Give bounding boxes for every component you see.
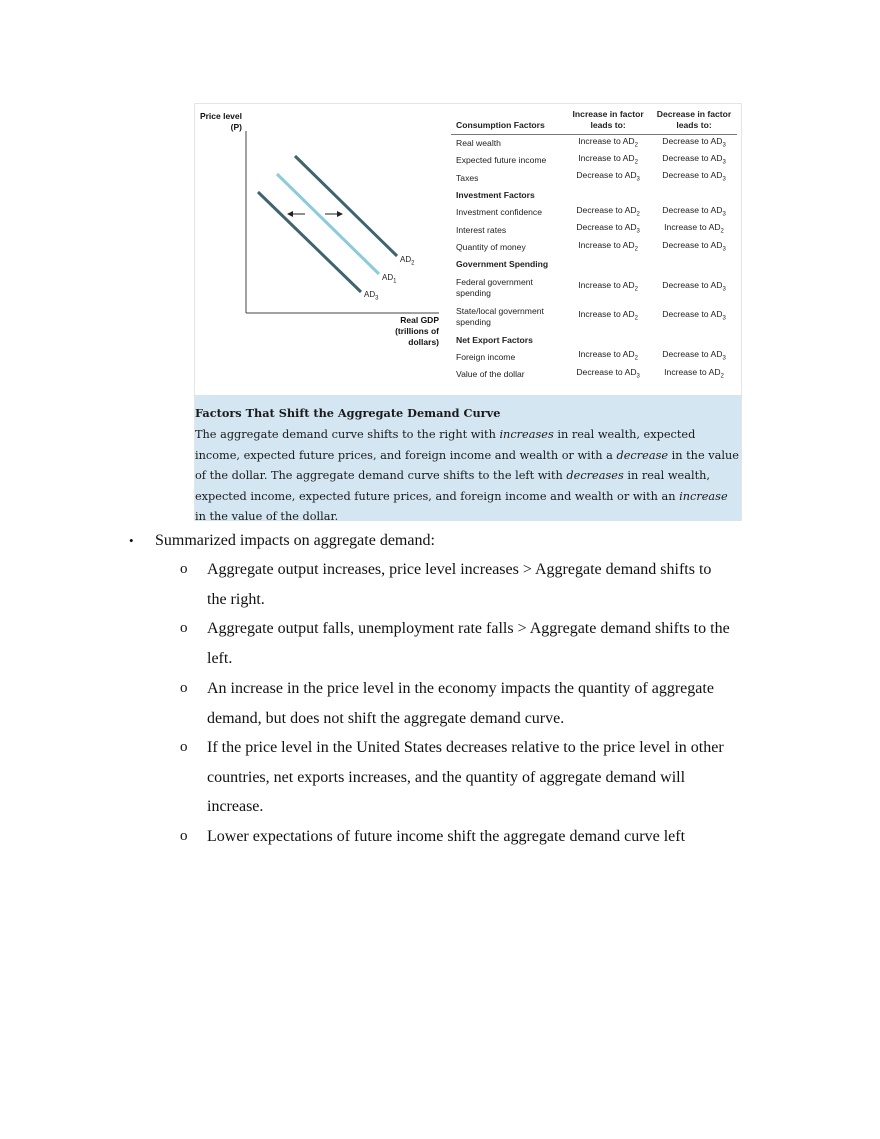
table-row [451, 366, 737, 383]
table-row [451, 273, 737, 302]
ad2-label: $AD_2$ [400, 255, 415, 267]
bullet-main-text: Summarized impacts on aggregate demand: [155, 532, 435, 549]
table-row [451, 349, 737, 366]
caption-emphasis: increase [679, 489, 728, 503]
table-section-row [451, 331, 737, 348]
decrease-effect-cell: Increase to $AD_2$ [664, 366, 724, 380]
factor-cell: Interest rates [456, 224, 507, 235]
header-consumption-factors: Consumption Factors [451, 108, 565, 135]
increase-effect-cell: Increase to $AD_2$ [578, 153, 638, 166]
factor-cell: Value of the dollar [456, 369, 525, 380]
header-increase: Increase in factor leads to: [565, 108, 651, 135]
factor-cell: Investment confidence [456, 207, 542, 218]
aggregate-demand-figure [194, 103, 742, 524]
increase-effect-cell: Increase to $AD_2$ [578, 349, 638, 363]
sub-marker: o [180, 739, 188, 755]
sub-marker: o [180, 561, 188, 577]
table-section-row [451, 187, 737, 204]
caption-emphasis: increases [499, 428, 554, 441]
factor-cell: Real wealth [456, 138, 501, 149]
x-axis-label: Real GDP (trillions of dollars) [395, 315, 439, 347]
sub-item-4: If the price level in the United States decreases relative to the price level in other countries, net exports increases, and the quantity of aggregate demand will increase. [207, 739, 724, 816]
increase-effect-cell: Decrease to $AD_3$ [576, 366, 640, 380]
increase-effect-cell: Increase to $AD_2$ [578, 309, 638, 322]
sub-marker: o [180, 680, 188, 696]
caption-text: The aggregate demand curve shifts to the right with [195, 428, 500, 441]
table-row [451, 135, 737, 153]
shift-right-arrow [325, 211, 343, 217]
section-label: Net Export Factors [456, 334, 533, 345]
table-body [451, 135, 737, 384]
table-row [451, 221, 737, 238]
sub-marker: o [180, 620, 188, 636]
header-decrease: Decrease in factor leads to: [651, 108, 737, 135]
decrease-effect-cell: Decrease to $AD_3$ [662, 280, 726, 293]
decrease-effect-cell: Decrease to $AD_3$ [662, 135, 726, 149]
factor-table [451, 108, 737, 383]
caption-text: in real wealth, expected income, expected future prices, and foreign income and wealth or with a [195, 428, 696, 462]
section-label: Investment Factors [456, 190, 535, 201]
caption-text: in the value of the dollar. [195, 510, 339, 524]
sub-item-3: An increase in the price level in the economy impacts the quantity of aggregate demand, but does not shift the aggregate demand curve. [207, 680, 714, 727]
increase-effect-cell: Increase to $AD_2$ [578, 280, 638, 293]
sub-item-2: Aggregate output falls, unemployment rate falls > Aggregate demand shifts to the left. [207, 620, 730, 667]
section-label: Government Spending [456, 259, 549, 270]
decrease-effect-cell: Increase to $AD_2$ [664, 222, 724, 235]
increase-effect-cell: Decrease to $AD_2$ [576, 204, 640, 218]
decrease-effect-cell: Decrease to $AD_3$ [662, 239, 726, 253]
factor-cell: State/local government spending [456, 305, 544, 327]
caption-emphasis: decrease [616, 448, 669, 462]
bullet-marker: • [129, 533, 134, 548]
decrease-effect-cell: Decrease to $AD_3$ [662, 204, 726, 218]
table-row [451, 302, 737, 331]
increase-effect-cell: Increase to $AD_2$ [578, 135, 638, 149]
factor-cell: Expected future income [456, 155, 547, 166]
caption-text: in the value of the dollar. The aggregate demand curve shifts to the left with [195, 448, 739, 483]
table-header-row [451, 108, 737, 135]
table-section-row [451, 256, 737, 273]
y-axis-label: Price level (P) [199, 111, 242, 132]
sub-item-5: Lower expectations of future income shift the aggregate demand curve left [207, 828, 686, 845]
ad-graph-svg [195, 104, 450, 394]
figure-caption [195, 395, 741, 524]
ad-graph [195, 104, 450, 394]
table-row [451, 152, 737, 169]
increase-effect-cell: Decrease to $AD_3$ [576, 222, 640, 235]
increase-effect-cell: Decrease to $AD_3$ [576, 170, 640, 184]
decrease-effect-cell: Decrease to $AD_3$ [662, 349, 726, 363]
caption-title: Factors That Shift the Aggregate Demand Curve [195, 406, 501, 420]
caption-emphasis: decreases [566, 469, 624, 483]
factor-cell: Federal government spending [456, 276, 533, 298]
decrease-effect-cell: Decrease to $AD_3$ [662, 153, 726, 166]
caption-text: in real wealth, expected income, expected future prices, and foreign income and wealth or with an [195, 469, 710, 503]
increase-effect-cell: Increase to $AD_2$ [578, 239, 638, 253]
factor-cell: Quantity of money [456, 241, 526, 252]
factor-cell: Foreign income [456, 351, 516, 362]
sub-item-1: Aggregate output increases, price level increases > Aggregate demand shifts to the right. [207, 561, 712, 608]
decrease-effect-cell: Decrease to $AD_3$ [662, 309, 726, 322]
table-row [451, 239, 737, 256]
factor-cell: Taxes [456, 172, 479, 183]
table-row [451, 204, 737, 221]
caption-body [195, 425, 741, 528]
ad1-label: $AD_1$ [382, 273, 397, 285]
table-row [451, 170, 737, 187]
sub-marker: o [180, 828, 188, 844]
ad3-label: $AD_3$ [364, 290, 379, 302]
decrease-effect-cell: Decrease to $AD_3$ [662, 170, 726, 184]
shift-left-arrow [287, 211, 305, 217]
